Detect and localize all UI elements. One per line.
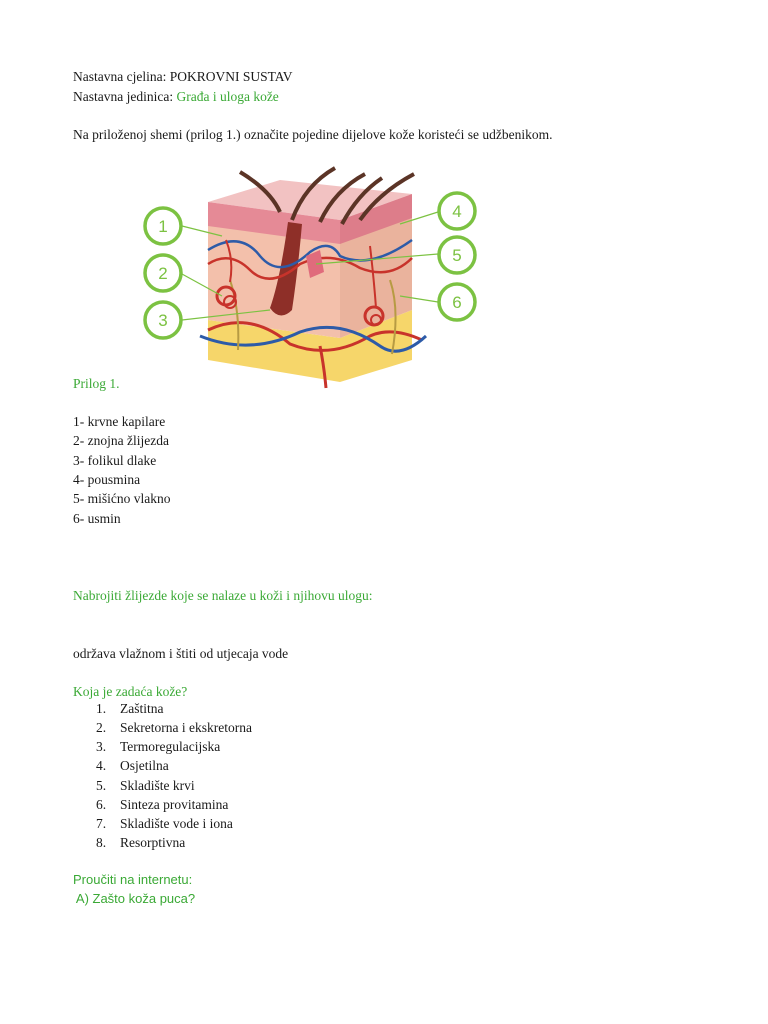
jedinica-line xyxy=(73,89,279,105)
callout-5-number: 5 xyxy=(452,246,462,265)
legend-item-3: 3- folikul dlake xyxy=(73,453,157,468)
callout-4-number: 4 xyxy=(452,202,462,221)
callout-2-number: 2 xyxy=(158,264,168,283)
task-item-number: 4. xyxy=(96,758,107,773)
callout-1 xyxy=(145,208,181,244)
legend-item-6: 6- usmin xyxy=(73,511,121,526)
callout-1-number: 1 xyxy=(158,217,168,236)
callout-3 xyxy=(145,302,181,338)
legend-item-4: 4- pousmina xyxy=(73,472,141,487)
cjelina-value: POKROVNI SUSTAV xyxy=(169,69,293,84)
legend-item-2: 2- znojna žlijezda xyxy=(73,433,169,448)
jedinica-label: Nastavna jedinica: xyxy=(73,89,174,104)
legend-item-5: 5- mišićno vlakno xyxy=(73,491,171,506)
cjelina-line xyxy=(73,69,293,85)
callout-5 xyxy=(439,237,475,273)
question-1-prompt: Nabrojiti žlijezde koje se nalaze u koži i njihovu ulogu: xyxy=(73,588,373,603)
task-item-number: 6. xyxy=(96,797,107,812)
task-item-text: Termoregulacijska xyxy=(120,739,221,754)
task-item-text: Skladište vode i iona xyxy=(120,816,233,831)
instruction-text: Na priloženoj shemi (prilog 1.) označite pojedine dijelove kože koristeći se udžbenikom. xyxy=(73,127,553,142)
task-item-text: Sinteza provitamina xyxy=(120,797,229,812)
callout-4 xyxy=(439,193,475,229)
diagram-caption: Prilog 1. xyxy=(73,376,120,391)
task-item-number: 8. xyxy=(96,835,107,850)
task-item-number: 2. xyxy=(96,720,107,735)
task-item-number: 5. xyxy=(96,778,107,793)
callout-3-number: 3 xyxy=(158,311,168,330)
jedinica-value: Građa i uloga kože xyxy=(176,89,279,104)
callout-6 xyxy=(439,284,475,320)
question-3-sub: A) Zašto koža puca? xyxy=(73,891,196,906)
task-item-text: Resorptivna xyxy=(120,835,186,850)
task-item-number: 3. xyxy=(96,739,107,754)
callout-2 xyxy=(145,255,181,291)
task-item-text: Skladište krvi xyxy=(120,778,195,793)
question-3-prompt: Proučiti na internetu: xyxy=(73,872,193,887)
task-item-number: 7. xyxy=(96,816,107,831)
skin-diagram xyxy=(130,160,490,392)
callout-6-number: 6 xyxy=(452,293,462,312)
task-item-text: Sekretorna i ekskretorna xyxy=(120,720,252,735)
question-1-answer: održava vlažnom i štiti od utjecaja vode xyxy=(73,646,289,661)
question-2-prompt: Koja je zadaća kože? xyxy=(73,684,188,699)
task-item-text: Osjetilna xyxy=(120,758,169,773)
cjelina-label: Nastavna cjelina: xyxy=(73,69,167,84)
legend-item-1: 1- krvne kapilare xyxy=(73,414,166,429)
task-item-number: 1. xyxy=(96,701,107,716)
task-item-text: Zaštitna xyxy=(120,701,164,716)
